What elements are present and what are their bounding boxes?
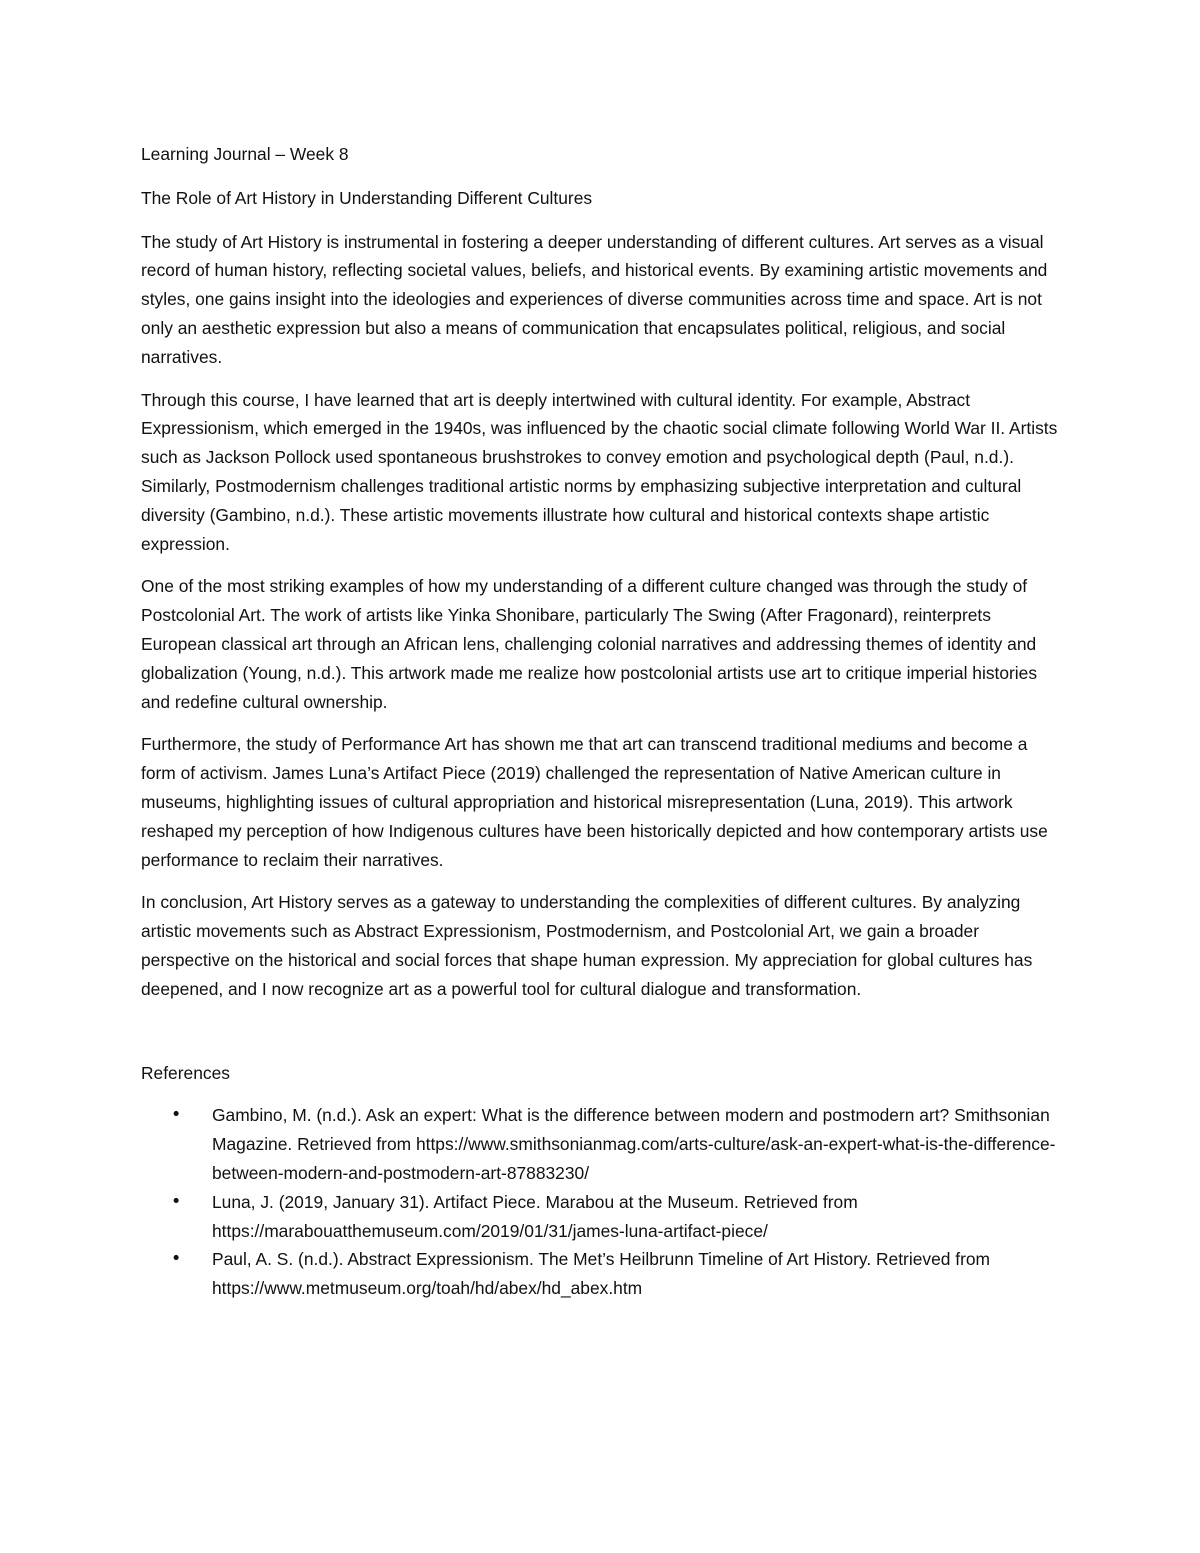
reference-item	[141, 1245, 1061, 1303]
reference-text: Gambino, M. (n.d.). Ask an expert: What is the difference between modern and postmodern art? Smithsonian Magazine. Retrieved from https://www.smithsonianmag.com/arts-culture/ask-an-expert-what-is-the-difference-between-modern-and-postmodern-art-87883230/	[212, 1105, 1056, 1183]
bullet-icon: •	[171, 1191, 182, 1212]
paragraph-performance-art: Furthermore, the study of Performance Art has shown me that art can transcend traditional mediums and become a form of activism. James Luna’s Artifact Piece (2019) challenged the representation of Native American culture in museums, highlighting issues of cultural appropriation and historical misrepresentation (Luna, 2019). This artwork reshaped my perception of how Indigenous cultures have been historically depicted and how contemporary artists use performance to reclaim their narratives.	[141, 734, 1048, 870]
reference-item	[141, 1101, 1061, 1187]
bullet-icon: •	[171, 1249, 182, 1270]
paragraph-intro: The study of Art History is instrumental in fostering a deeper understanding of different cultures. Art serves as a visual record of human history, reflecting societal values, beliefs, and historical events. By examining artistic movements and styles, one gains insight into the ideologies and experiences of diverse communities across time and space. Art is not only an aesthetic expression but also a means of communication that encapsulates political, religious, and social narratives.	[141, 231, 1048, 367]
journal-title: Learning Journal – Week 8	[141, 144, 349, 164]
document-body	[141, 140, 1061, 1303]
references-list	[141, 1101, 1061, 1303]
paragraph-conclusion: In conclusion, Art History serves as a gateway to understanding the complexities of different cultures. By analyzing artistic movements such as Abstract Expressionism, Postmodernism, and Postcolonial Art, we gain a broader perspective on the historical and social forces that shape human expression. My appreciation for global cultures has deepened, and I now recognize art as a powerful tool for cultural dialogue and transformation.	[141, 892, 1033, 999]
essay-title: The Role of Art History in Understanding Different Cultures	[141, 187, 593, 208]
references-heading: References	[141, 1062, 230, 1083]
paragraph-postcolonial-art: One of the most striking examples of how my understanding of a different culture changed was through the study of Postcolonial Art. The work of artists like Yinka Shonibare, particularly The Swing (After Fragonard), reinterprets European classical art through an African lens, challenging colonial narratives and addressing themes of identity and globalization (Young, n.d.). This artwork made me realize how postcolonial artists use art to critique imperial histories and redefine cultural ownership.	[141, 576, 1038, 712]
reference-item	[141, 1188, 1061, 1246]
reference-text: Paul, A. S. (n.d.). Abstract Expressionism. The Met’s Heilbrunn Timeline of Art History. Retrieved from https://www.metmuseum.org/toah/hd/abex/hd_abex.htm	[212, 1249, 991, 1299]
bullet-icon: •	[171, 1105, 182, 1126]
reference-text: Luna, J. (2019, January 31). Artifact Piece. Marabou at the Museum. Retrieved from https://marabouatthemuseum.com/2019/01/31/james-luna-artifact-piece/	[212, 1191, 858, 1241]
paragraph-cultural-identity: Through this course, I have learned that art is deeply intertwined with cultural identity. For example, Abstract Expressionism, which emerged in the 1940s, was influenced by the chaotic social climate following World War II. Artists such as Jackson Pollock used spontaneous brushstrokes to convey emotion and psychological depth (Paul, n.d.). Similarly, Postmodernism challenges traditional artistic norms by emphasizing subjective interpretation and cultural diversity (Gambino, n.d.). These artistic movements illustrate how cultural and historical contexts shape artistic expression.	[141, 389, 1058, 554]
